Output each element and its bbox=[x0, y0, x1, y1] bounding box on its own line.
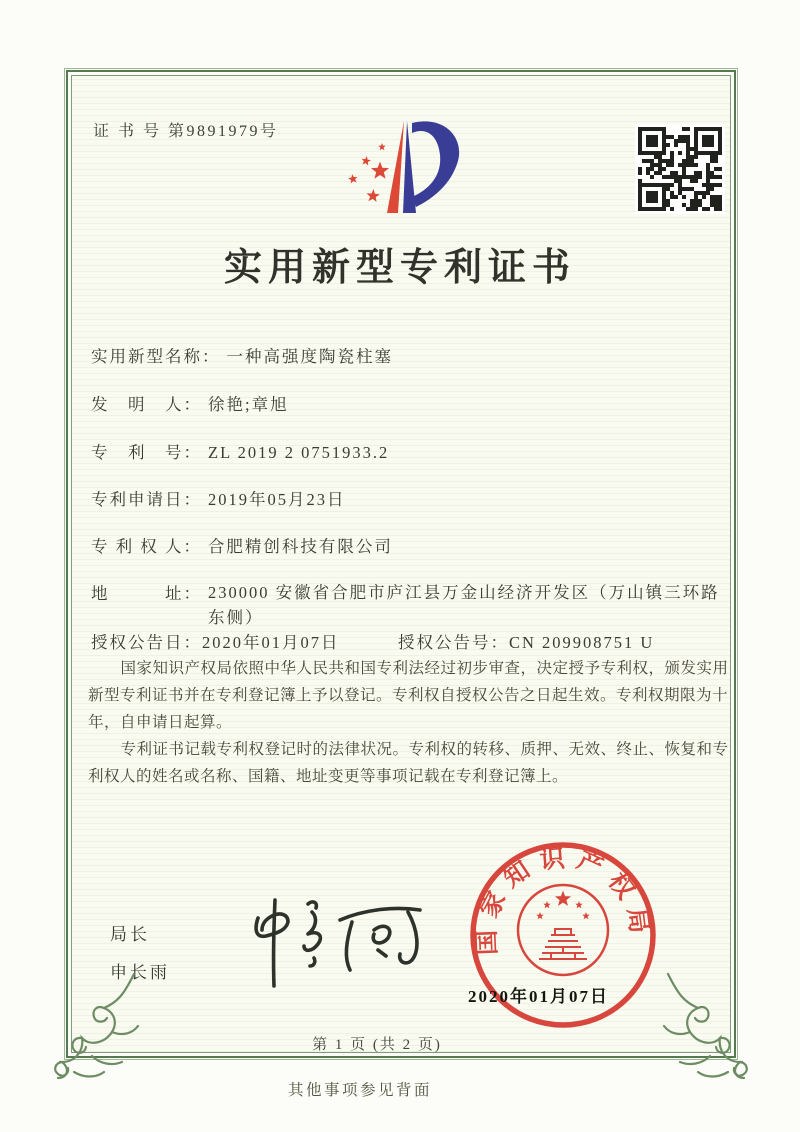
field-label: 地 址： bbox=[91, 584, 202, 603]
grant-number-value: CN 209908751 U bbox=[509, 633, 655, 652]
field-value: 徐艳;章旭 bbox=[208, 395, 289, 414]
corner-flourish-icon bbox=[648, 972, 768, 1090]
field-label: 专利申请日： bbox=[91, 490, 202, 509]
field-value: 一种高强度陶瓷柱塞 bbox=[226, 347, 393, 366]
field-label: 实用新型名称： bbox=[91, 347, 221, 366]
logo-blue-bowl bbox=[412, 121, 459, 207]
grant-date-label: 授权公告日： bbox=[91, 633, 202, 652]
star-icon bbox=[371, 162, 389, 179]
grant-number-label: 授权公告号： bbox=[398, 633, 509, 652]
field-label: 发 明 人： bbox=[91, 395, 202, 414]
star-icon bbox=[362, 156, 371, 165]
field-label: 专 利 权 人： bbox=[91, 537, 202, 556]
field-row-utility-model-name bbox=[91, 343, 393, 367]
legal-body-text bbox=[88, 655, 736, 790]
field-row-inventors bbox=[91, 391, 289, 415]
certificate-number: 证 书 号 第9891979号 bbox=[93, 123, 279, 140]
field-value: 2019年05月23日 bbox=[208, 490, 346, 509]
field-row-patentee bbox=[91, 533, 393, 557]
field-row-address bbox=[91, 580, 724, 630]
page-indicator: 第 1 页 (共 2 页) bbox=[312, 1037, 442, 1053]
national-emblem-icon bbox=[518, 885, 608, 975]
field-row-filing-date bbox=[91, 486, 346, 510]
field-value: 合肥精创科技有限公司 bbox=[207, 537, 393, 556]
back-side-note: 其他事项参见背面 bbox=[287, 1082, 433, 1099]
certificate-title: 实用新型专利证书 bbox=[223, 247, 576, 289]
star-icon bbox=[378, 143, 386, 150]
director-signature-icon bbox=[228, 878, 428, 993]
corner-flourish-icon bbox=[34, 972, 154, 1090]
director-title: 局长 bbox=[110, 925, 150, 944]
field-row-patent-number bbox=[91, 439, 389, 463]
grant-date-value: 2020年01月07日 bbox=[202, 633, 340, 652]
seal-date: 2020年01月07日 bbox=[468, 987, 609, 1006]
qr-code-icon bbox=[635, 124, 725, 214]
grant-number-group bbox=[398, 629, 654, 653]
star-icon bbox=[367, 189, 380, 202]
cnipa-patent-logo-icon bbox=[330, 103, 480, 218]
director-name: 申长雨 bbox=[110, 963, 170, 982]
body-paragraph-2: 专利证书记载专利权登记时的法律状况。专利权的转移、质押、无效、终止、恢复和专利权人的姓名或名称、国籍、地址变更等事项记载在专利登记簿上。 bbox=[88, 741, 729, 785]
logo-red-wedge bbox=[387, 121, 404, 213]
star-icon bbox=[348, 174, 357, 183]
body-paragraph-1: 国家知识产权局依照中华人民共和国专利法经过初步审查，决定授予专利权，颁发实用新型专利证书并在专利登记簿上予以登记。专利权自授权公告之日起生效。专利权期限为十年，自申请日起算。 bbox=[88, 660, 729, 731]
field-value: ZL 2019 2 0751933.2 bbox=[208, 443, 390, 462]
field-value: 230000 安徽省合肥市庐江县万金山经济开发区（万山镇三环路东侧） bbox=[208, 583, 720, 627]
field-label: 专 利 号： bbox=[91, 443, 202, 462]
grant-date-group bbox=[91, 629, 340, 653]
seal-text: 国家知识产权局 bbox=[473, 844, 654, 956]
